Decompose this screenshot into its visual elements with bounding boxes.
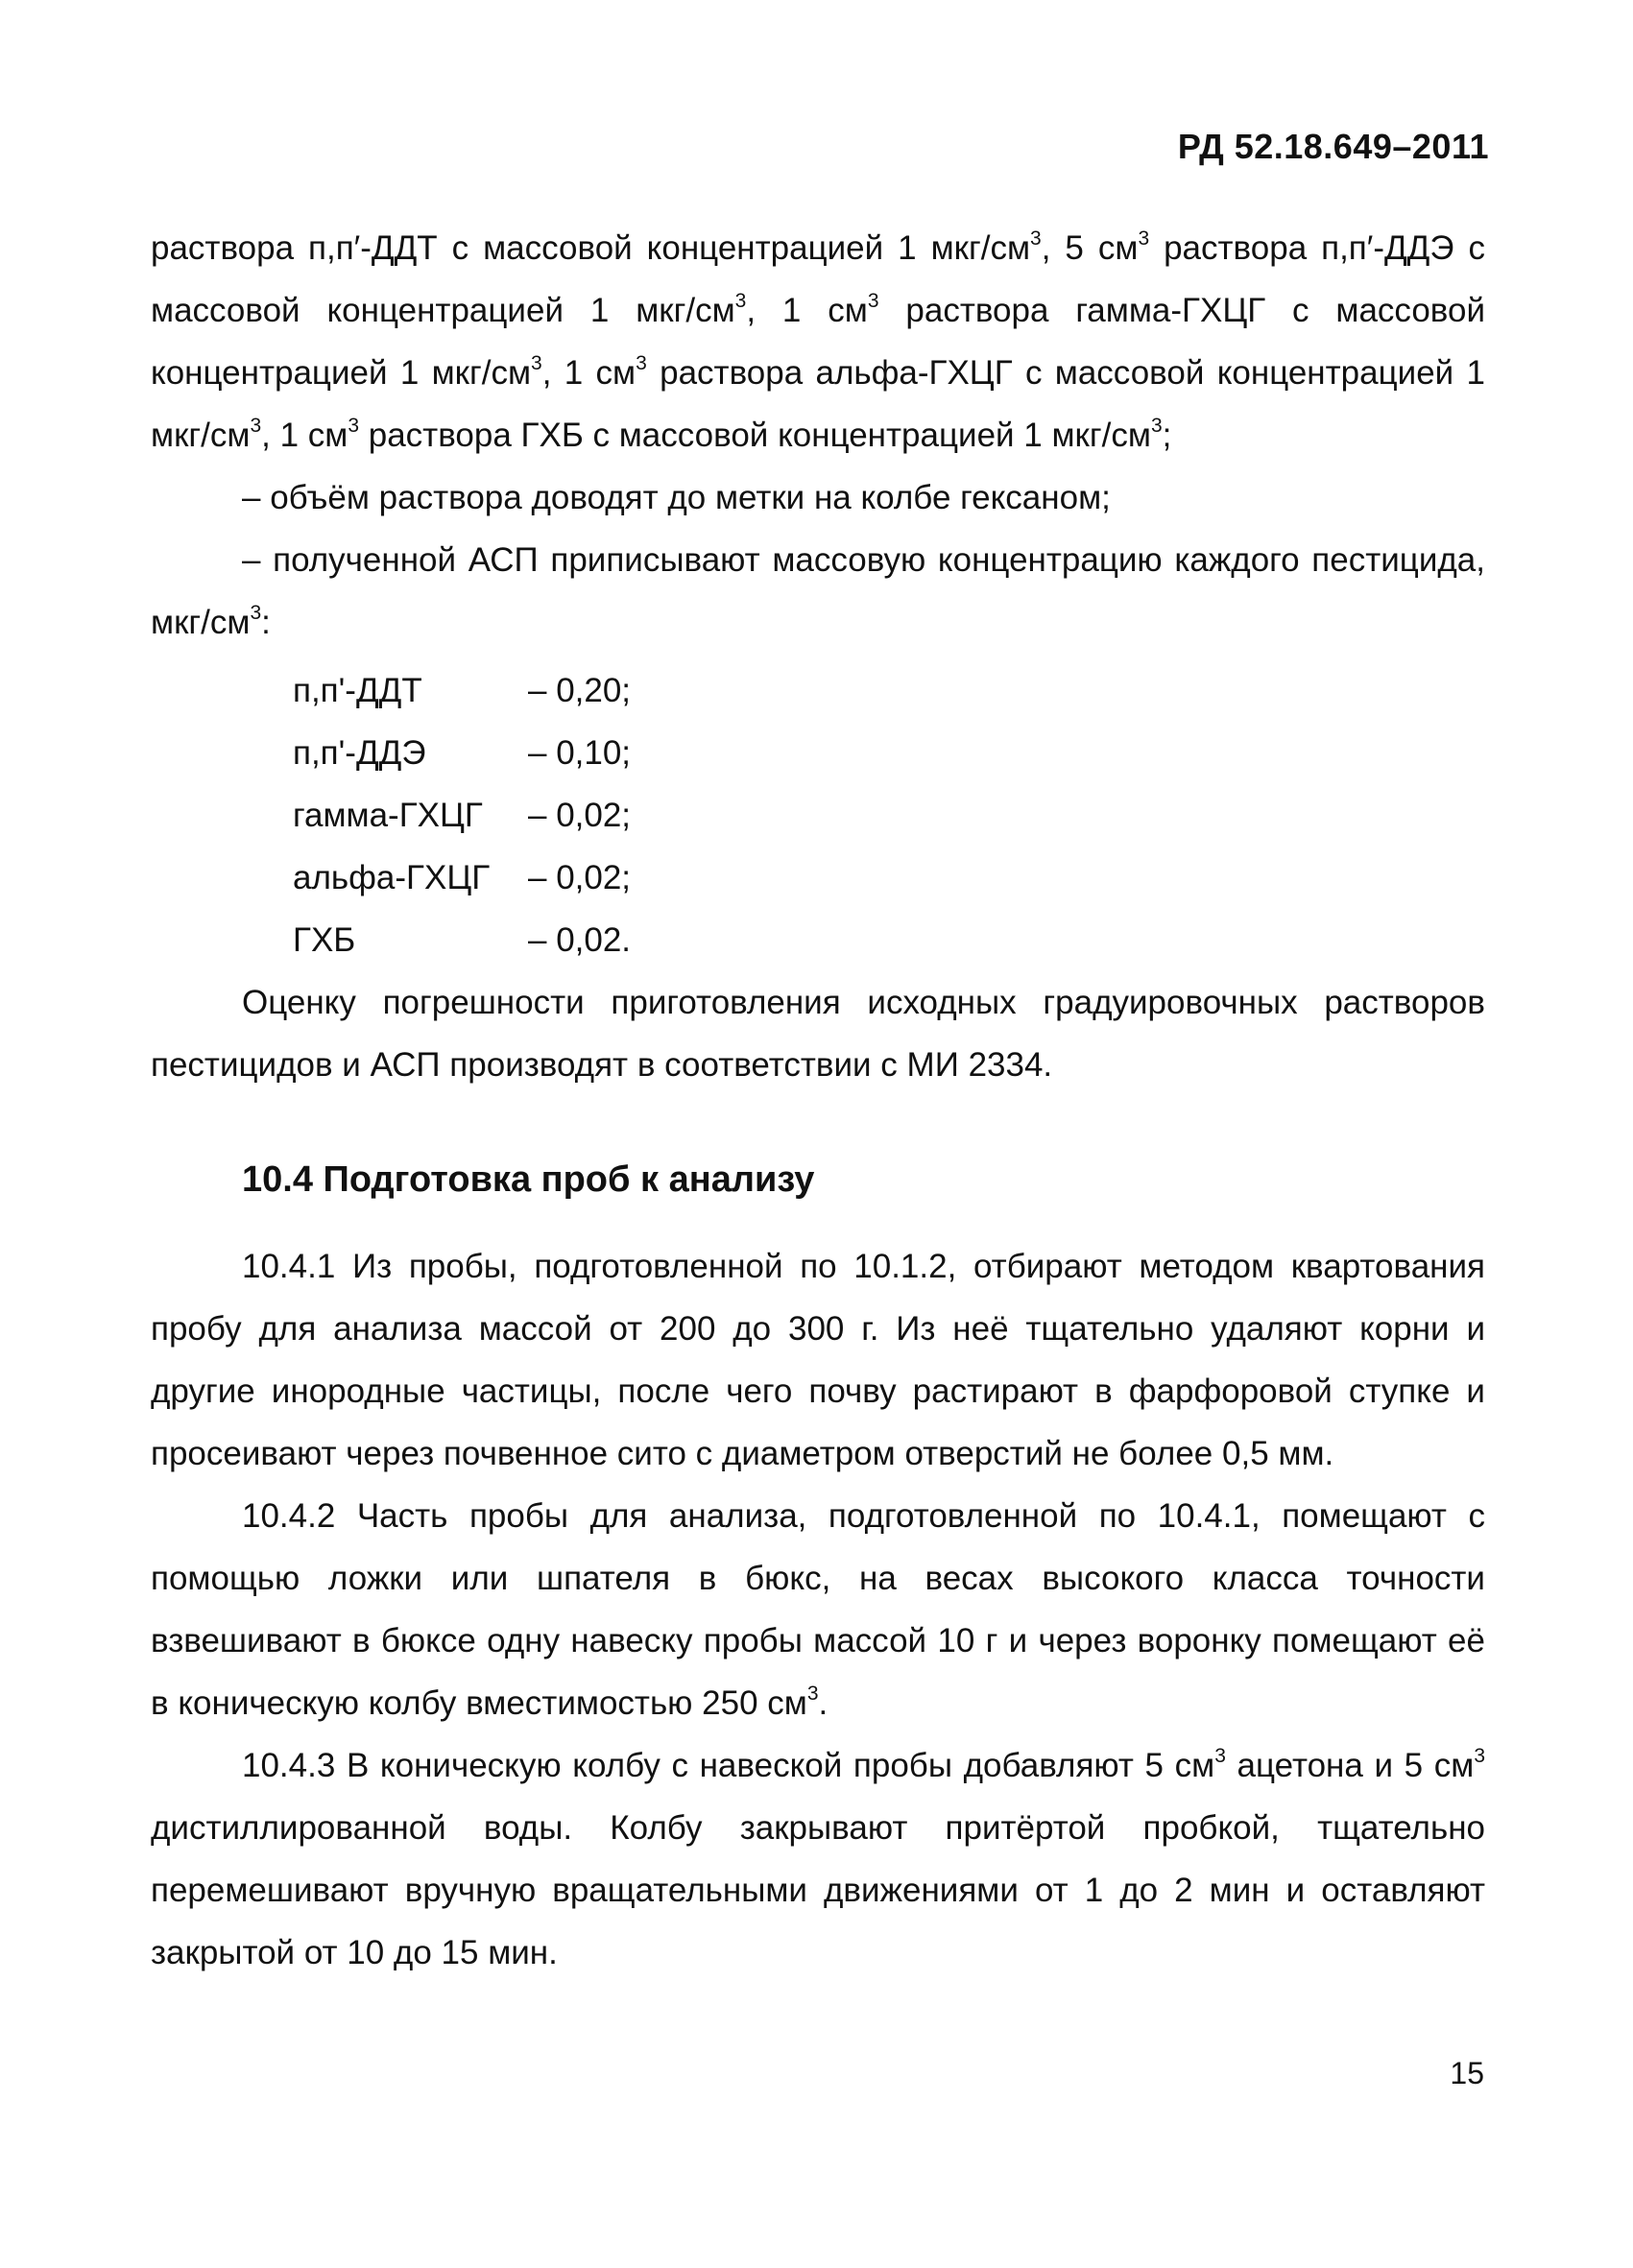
paragraph-10-4-2: 10.4.2 Часть пробы для анализа, подготовленной по 10.4.1, помещают с помощью ложки или шпателя в бюкс, на весах высокого класса точности взвешивают в бюксе одну навеску пробы массой 10 г и через воронку помещают её в коническую колбу вместимостью 250 $см^3$.: [151, 1497, 1485, 1722]
pesticide-name: ГХБ: [293, 921, 356, 959]
intro-paragraph: раствора п,п′-ДДТ с массовой концентрацией 1 мкг/$см^3$, 5 $см^3$ раствора п,п′-ДДЭ с массовой концентрацией 1 мкг/$см^3$, 1 $см^3$ раствора гамма-ГХЦГ с массовой концентрацией 1 мкг/$см^3$, 1 $см^3$ раствора альфа-ГХЦГ с массовой концентрацией 1 мкг/$см^3$, 1 $см^3$ раствора ГХБ с массовой концентрацией 1 мкг/$см^3$;: [151, 227, 1486, 454]
pesticide-name: гамма-ГХЦГ: [293, 797, 483, 834]
pesticide-name: п,п'-ДДТ: [293, 672, 422, 709]
paragraph-10-4-3: 10.4.3 В коническую колбу с навеской пробы добавляют 5 $см^3$ ацетона и 5 $см^3$ дистиллированной воды. Колбу закрывают притёртой пробкой, тщательно перемешивают вручную вращательными движениями от 1 до 2 мин и оставляют закрытой от 10 до 15 мин.: [151, 1745, 1485, 1971]
page-body: [151, 217, 1485, 1984]
pesticide-value: – 0,02;: [528, 859, 632, 896]
pesticide-name: альфа-ГХЦГ: [293, 859, 491, 896]
section-heading: 10.4 Подготовка проб к анализу: [242, 1159, 815, 1200]
list-item: [293, 659, 631, 722]
list-item: [293, 722, 631, 784]
document-code-header: РД 52.18.649–2011: [1177, 127, 1489, 166]
bullet-concentration: – полученной АСП приписывают массовую концентрацию каждого пестицида, мкг/$см^3$:: [151, 541, 1485, 641]
page-number: 15: [1450, 2056, 1484, 2090]
list-item: [293, 784, 631, 847]
paragraph-10-4-1: 10.4.1 Из пробы, подготовленной по 10.1.2, отбирают методом квартования пробу для анализа массой от 200 до 300 г. Из неё тщательно удаляют корни и другие инородные частицы, после чего почву растирают в фарфоровой ступке и просеивают через почвенное сито с диаметром отверстий не более 0,5 мм.: [151, 1248, 1485, 1472]
pesticide-value: – 0,02;: [528, 797, 632, 834]
list-item: [293, 847, 631, 909]
bullet-volume: – объём раствора доводят до метки на колбе гексаном;: [242, 479, 1111, 516]
pesticide-name: п,п'-ДДЭ: [293, 734, 426, 772]
pesticide-value: – 0,02.: [528, 921, 632, 959]
error-estimate-paragraph: Оценку погрешности приготовления исходных градуировочных растворов пестицидов и АСП производят в соответствии с МИ 2334.: [151, 984, 1485, 1084]
list-item: [293, 909, 631, 971]
pesticide-concentration-list: [293, 659, 631, 971]
pesticide-value: – 0,20;: [528, 672, 632, 709]
pesticide-value: – 0,10;: [528, 734, 632, 772]
